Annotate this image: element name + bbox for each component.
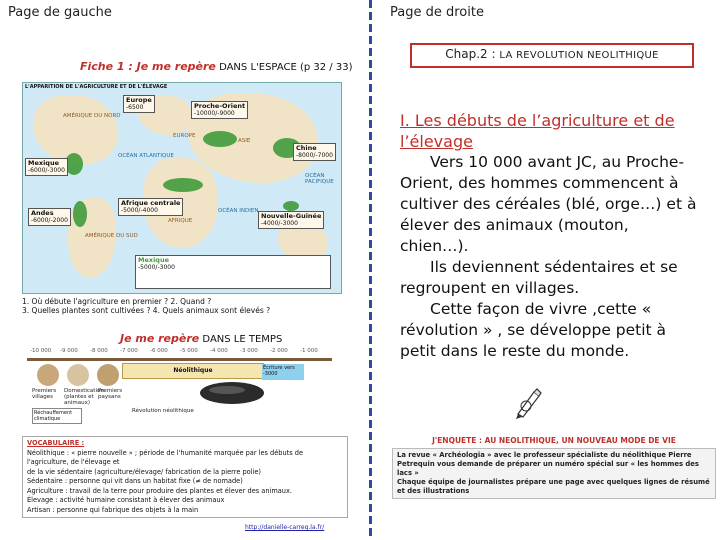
- website-link[interactable]: http://danielle-carreg.la.fr/: [245, 524, 325, 531]
- label-asia: ASIE: [238, 138, 251, 144]
- paragraph-1: Vers 10 000 avant JC, au Proche-Orient, des hommes commencent à cultiver des céréales (blé, orge…) et à élever des animaux (mouton, chien…).: [400, 153, 697, 255]
- region-nouvelle-guinee: Nouvelle-Guinée -4000/-3000: [258, 211, 324, 229]
- proche-orient-zone: [203, 131, 237, 147]
- tick-label: -7 000: [120, 348, 138, 354]
- map-title: L'APPARITION DE L'AGRICULTURE ET DE L'ÉLEVAGE: [25, 84, 168, 90]
- region-andes: Andes -6000/-2000: [28, 208, 71, 226]
- label-indian: OCÉAN INDIEN: [218, 208, 259, 214]
- polished-stone-axe-image: [197, 376, 267, 408]
- tick-label: -9 000: [60, 348, 78, 354]
- writing-hand-icon: [514, 386, 544, 420]
- label-europe: EUROPE: [173, 133, 196, 139]
- fiche-label: Fiche 1 : Je me repère: [80, 60, 216, 73]
- tick-label: -1 000: [300, 348, 318, 354]
- tick-label: -3 000: [240, 348, 258, 354]
- vocab-line: Néolithique : « pierre nouvelle » ; période de l'humanité marquée par les débuts de l'agriculture, de l'élevage et: [27, 448, 304, 466]
- timeline-suffix: DANS LE TEMPS: [199, 334, 283, 345]
- questions: [22, 297, 270, 315]
- afrique-zone: [163, 178, 203, 192]
- question-line-1: 1. Où débute l'agriculture en premier ? 2. Quand ?: [22, 297, 212, 306]
- neolithic-band: Néolithique: [122, 363, 264, 379]
- lesson-text: [400, 110, 700, 362]
- label-south-america: AMÉRIQUE DU SUD: [85, 233, 138, 239]
- section-title: I. Les débuts de l’agriculture et de l’élevage: [400, 111, 675, 151]
- tick-label: -10 000: [30, 348, 52, 354]
- region-europe: Europe -6500: [123, 95, 155, 113]
- world-map: [22, 82, 342, 294]
- fiche-suffix: DANS L'ESPACE (p 32 / 33): [215, 62, 353, 73]
- region-proche-orient: Proche-Orient -10000/-9000: [191, 101, 248, 119]
- label-africa: AFRIQUE: [168, 218, 193, 224]
- chapter-prefix: Chap.2 :: [445, 47, 500, 61]
- left-page-header: Page de gauche: [8, 5, 112, 20]
- item-villages: Premiers villages: [32, 388, 57, 400]
- vocab-line: Agriculture : travail de la terre pour produire des plantes et élever des animaux.: [27, 486, 292, 495]
- nouvelle-guinee-zone: [283, 201, 299, 211]
- label-pacific: OCÉAN PACIFIQUE: [305, 173, 334, 185]
- label-atlantic: OCÉAN ATLANTIQUE: [118, 153, 174, 159]
- revolution-label: Révolution néolithique: [132, 408, 194, 414]
- enquete-text-2: Chaque équipe de journalistes prépare une page avec quelques lignes de résumé et des illustrations: [397, 478, 710, 495]
- map-legend: Mexique -5000/-3000: [135, 255, 331, 289]
- paragraph-2: Ils deviennent sédentaires et se regroupent en villages.: [400, 258, 678, 297]
- vocab-line: de la vie sédentaire (agriculture/élevage/ fabrication de la pierre polie): [27, 467, 262, 476]
- region-afrique-centrale: Afrique centrale -5000/-4000: [118, 198, 183, 216]
- tick-label: -5 000: [180, 348, 198, 354]
- enquete-box: [392, 448, 716, 499]
- paysans-illustration: [97, 364, 119, 386]
- climate-box: Réchauffement climatique: [32, 408, 82, 424]
- vocab-title: VOCABULAIRE :: [27, 439, 85, 447]
- villages-illustration: [37, 364, 59, 386]
- right-page-header: Page de droite: [390, 5, 484, 20]
- item-paysans: Premiers paysans: [98, 388, 123, 400]
- andes-zone: [73, 201, 87, 227]
- tick-label: -8 000: [90, 348, 108, 354]
- timeline-label: Je me repère: [120, 332, 200, 345]
- domestication-illustration: [67, 364, 89, 386]
- timeline: [22, 346, 342, 430]
- vocab-line: Sédentaire : personne qui vit dans un habitat fixe (≠ de nomade): [27, 477, 243, 485]
- fiche-title: [80, 60, 352, 73]
- enquete-text-1: La revue « Archéologia » avec le professeur spécialiste du néolithique Pierre Petrequin vous demande de préparer un numéro spécial sur « les hommes des lacs »: [397, 451, 699, 477]
- question-line-2: 3. Quelles plantes sont cultivées ? 4. Quels animaux sont élevés ?: [22, 306, 271, 315]
- chapter-title: LA REVOLUTION NEOLITHIQUE: [499, 50, 659, 61]
- page-divider: [369, 0, 372, 540]
- timeline-axis: [27, 358, 332, 361]
- vocabulary-box: [22, 436, 348, 518]
- chapter-box: [410, 43, 694, 68]
- vocab-line: Artisan : personne qui fabrique des objets à la main: [27, 505, 199, 514]
- tick-label: -6 000: [150, 348, 168, 354]
- tick-label: -4 000: [210, 348, 228, 354]
- tick-label: -2 000: [270, 348, 288, 354]
- paragraph-3: Cette façon de vivre ,cette « révolution » , se développe petit à petit dans le reste du monde.: [400, 300, 667, 360]
- region-mexique: Mexique -6000/-3000: [25, 158, 68, 176]
- region-chine: Chine -8000/-7000: [293, 143, 336, 161]
- enquete-section: [392, 436, 716, 499]
- enquete-title: J'ENQUETE : AU NEOLITHIQUE, UN NOUVEAU MODE DE VIE: [432, 436, 676, 445]
- writing-box: Écriture vers -3000: [262, 364, 304, 380]
- vocab-line: Élevage : activité humaine consistant à élever des animaux: [27, 496, 225, 504]
- timeline-title: [120, 332, 282, 345]
- label-north-america: AMÉRIQUE DU NORD: [63, 113, 121, 119]
- item-domestication: Domestication (plantes et animaux): [64, 388, 104, 406]
